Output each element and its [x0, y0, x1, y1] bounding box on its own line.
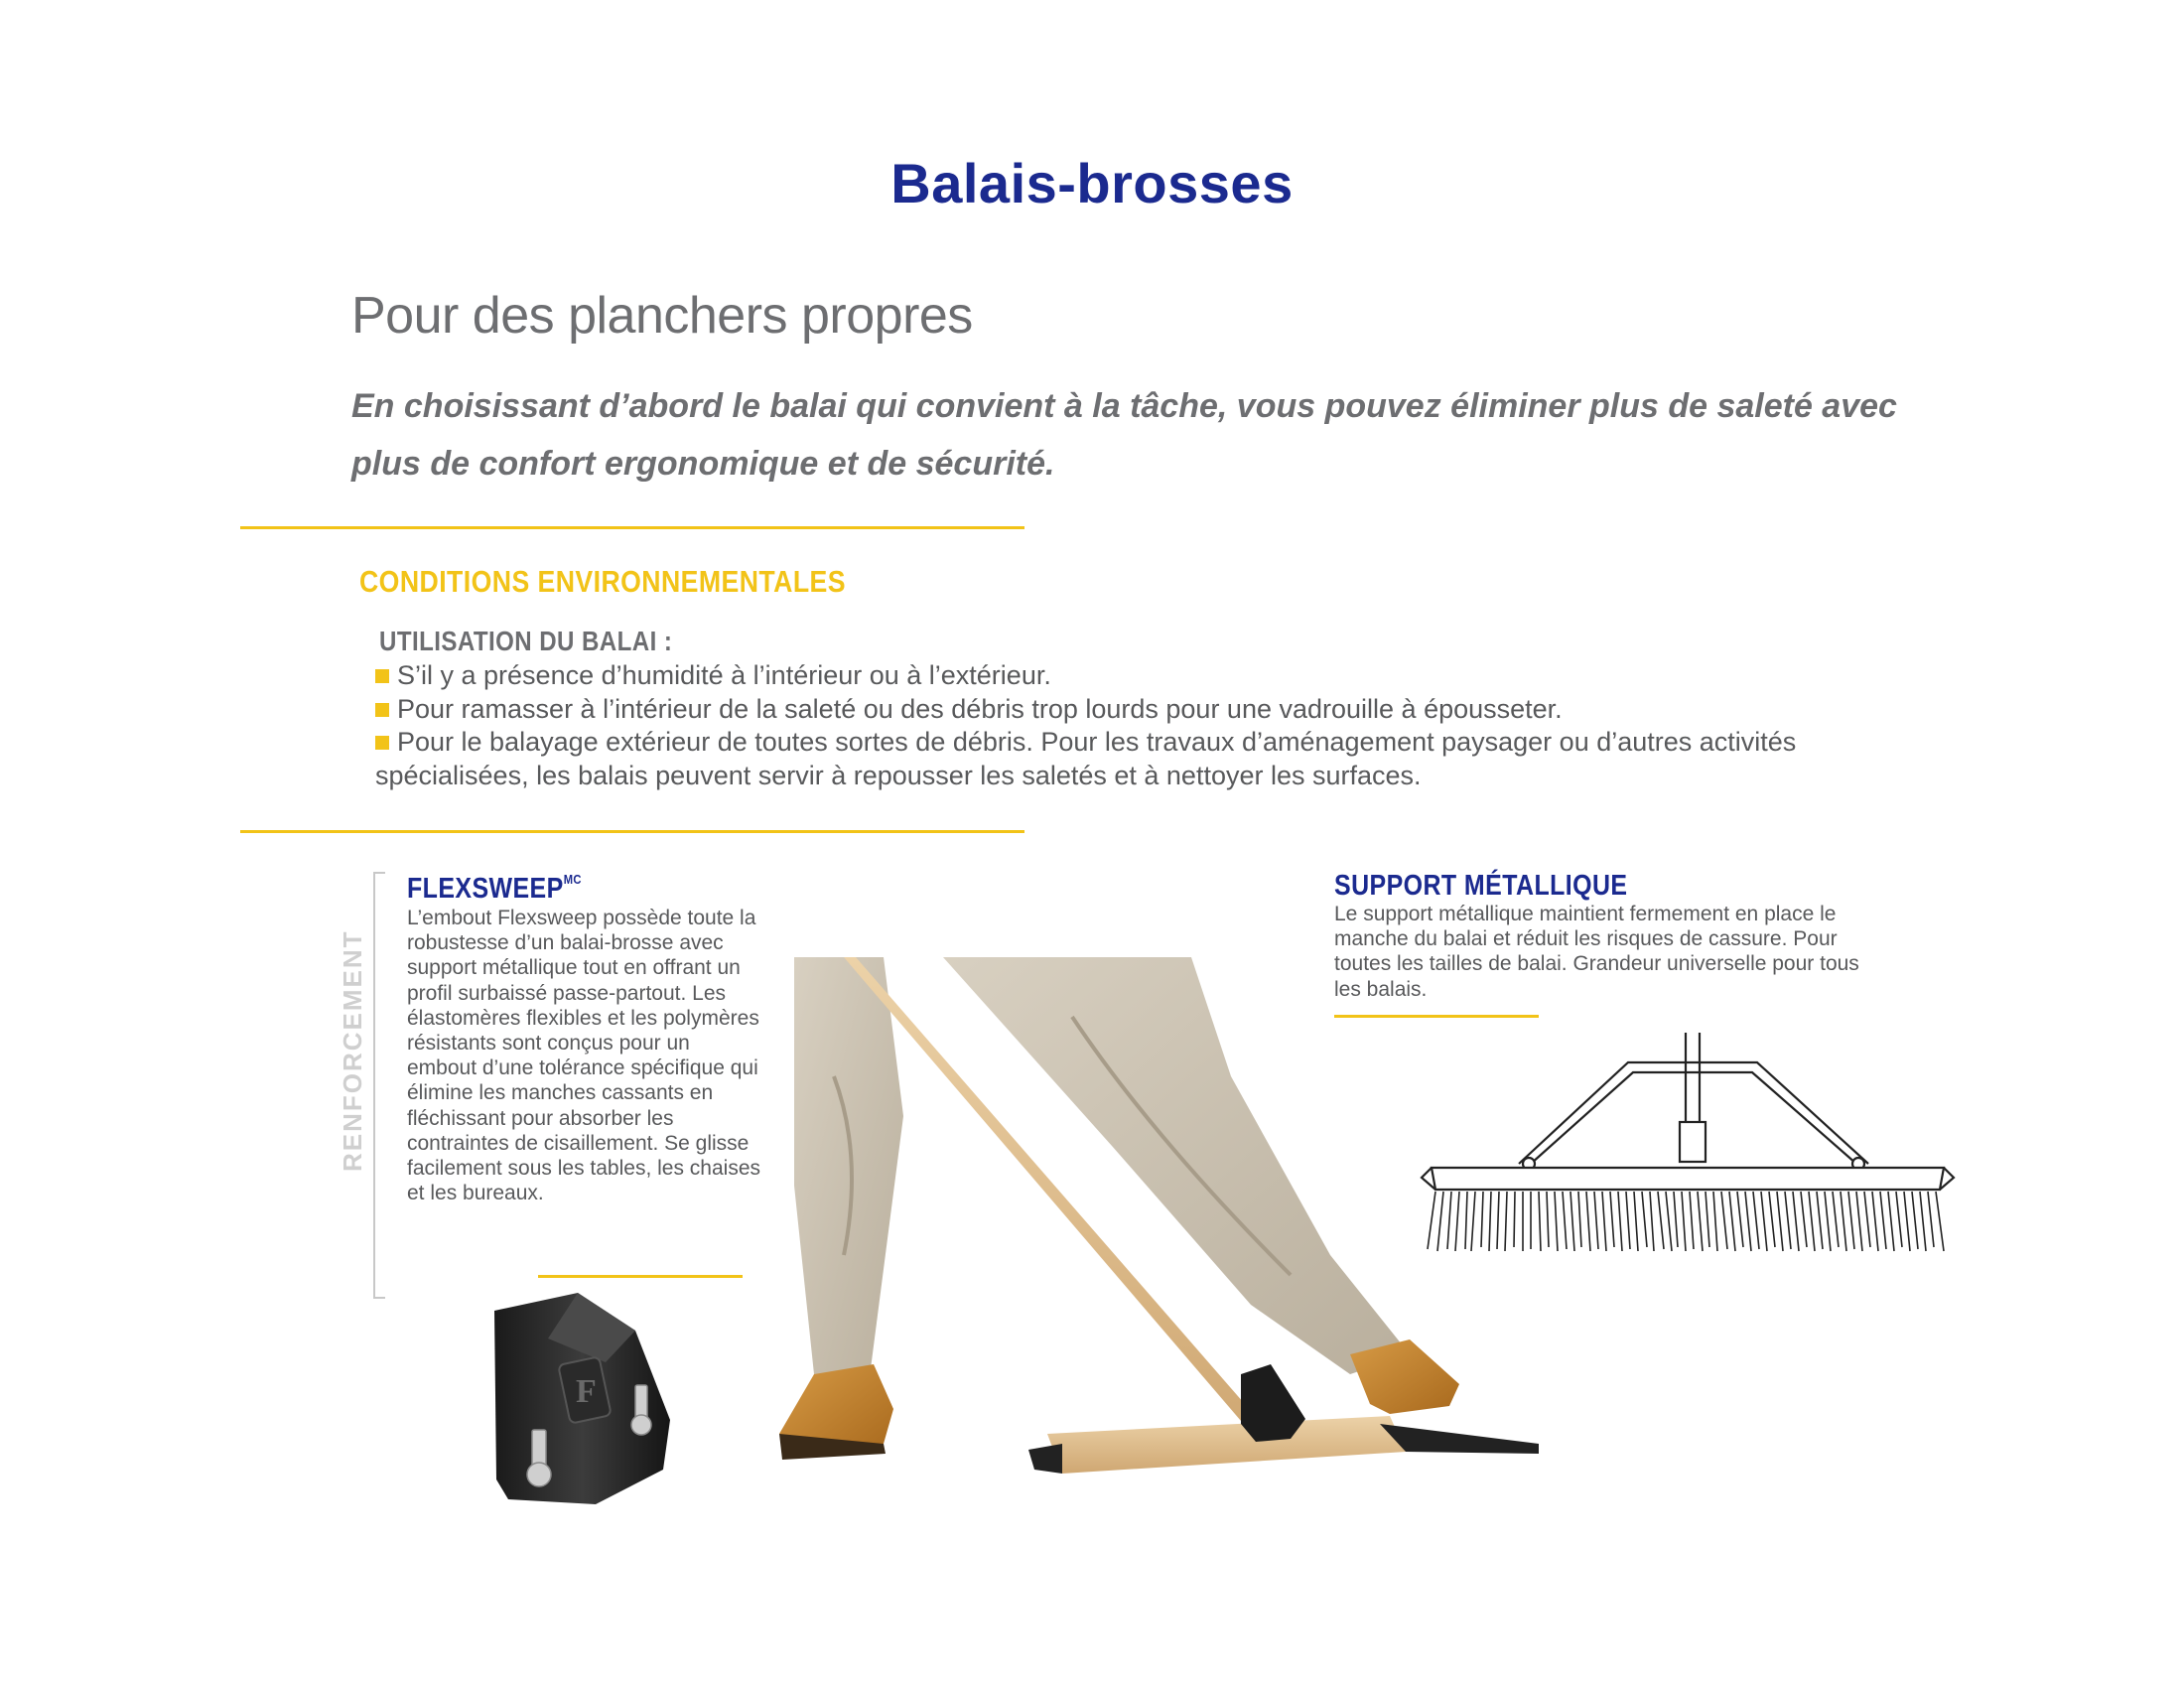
flexsweep-underline — [538, 1275, 743, 1278]
bristles — [1428, 1192, 1944, 1251]
flexsweep-heading — [407, 872, 582, 906]
bullet-text: Pour ramasser à l’intérieur de la saleté ou des débris trop lourds pour une vadrouille à épousseter. — [397, 693, 1563, 724]
support-description: Le support métallique maintient fermement en place le manche du balai et réduit les risques de cassure. Pour toutes les tailles de balai. Grandeur universelle pour tous les balais. — [1334, 903, 1859, 1001]
list-item — [375, 659, 1924, 693]
side-label: RENFORCEMENT — [338, 929, 367, 1172]
bullet-text: Pour le balayage extérieur de toutes sortes de débris. Pour les travaux d’aménagement paysager ou d’autres activités spécialisées, les balais peuvent servir à repousser les saletés et à nettoyer les surfaces. — [375, 727, 1797, 790]
usage-heading: UTILISATION DU BALAI : — [379, 626, 673, 656]
flexsweep-description: L’embout Flexsweep possède toute la robustesse d’un balai-brosse avec support métallique tout en offrant un profil surbaissé passe-partout. Les élastomères flexibles et les polymères résistants sont conçus pour un embout d’une tolérance spécifique qui élimine les manches cassants en fléchissant pour absorber les contraintes de cisaillement. Se glisse facilement sous les tables, les chaises et les bureaux. — [407, 907, 761, 1205]
flexsweep-heading-text: FLEXSWEEP — [407, 873, 564, 905]
side-bracket-cap — [373, 872, 385, 874]
list-item — [375, 726, 1924, 792]
page-subtitle: Pour des planchers propres — [351, 287, 973, 345]
bullet-text: S’il y a présence d’humidité à l’intérieur ou à l’extérieur. — [397, 660, 1051, 690]
section-divider-top — [240, 526, 1024, 529]
section-heading: CONDITIONS ENVIRONNEMENTALES — [359, 564, 846, 599]
side-bracket-line — [373, 872, 375, 1299]
list-item — [375, 693, 1924, 727]
metal-support-broom-drawing — [1420, 1033, 1956, 1261]
page-title: Balais-brosses — [890, 152, 1294, 214]
usage-bullet-list — [375, 659, 1924, 792]
intro-paragraph: En choisissant d’abord le balai qui convient à la tâche, vous pouvez éliminer plus de saleté avec plus de confort ergonomique et de sécurité. — [351, 387, 1897, 483]
bullet-square-icon — [375, 669, 389, 683]
support-heading: SUPPORT MÉTALLIQUE — [1334, 870, 1628, 902]
svg-text:F: F — [576, 1373, 597, 1410]
side-bracket-cap — [373, 1297, 385, 1299]
bullet-square-icon — [375, 703, 389, 717]
trademark-mark: MC — [563, 872, 582, 887]
bullet-square-icon — [375, 736, 389, 750]
flexsweep-connector-image — [486, 1291, 695, 1519]
section-divider-bottom — [240, 830, 1024, 833]
